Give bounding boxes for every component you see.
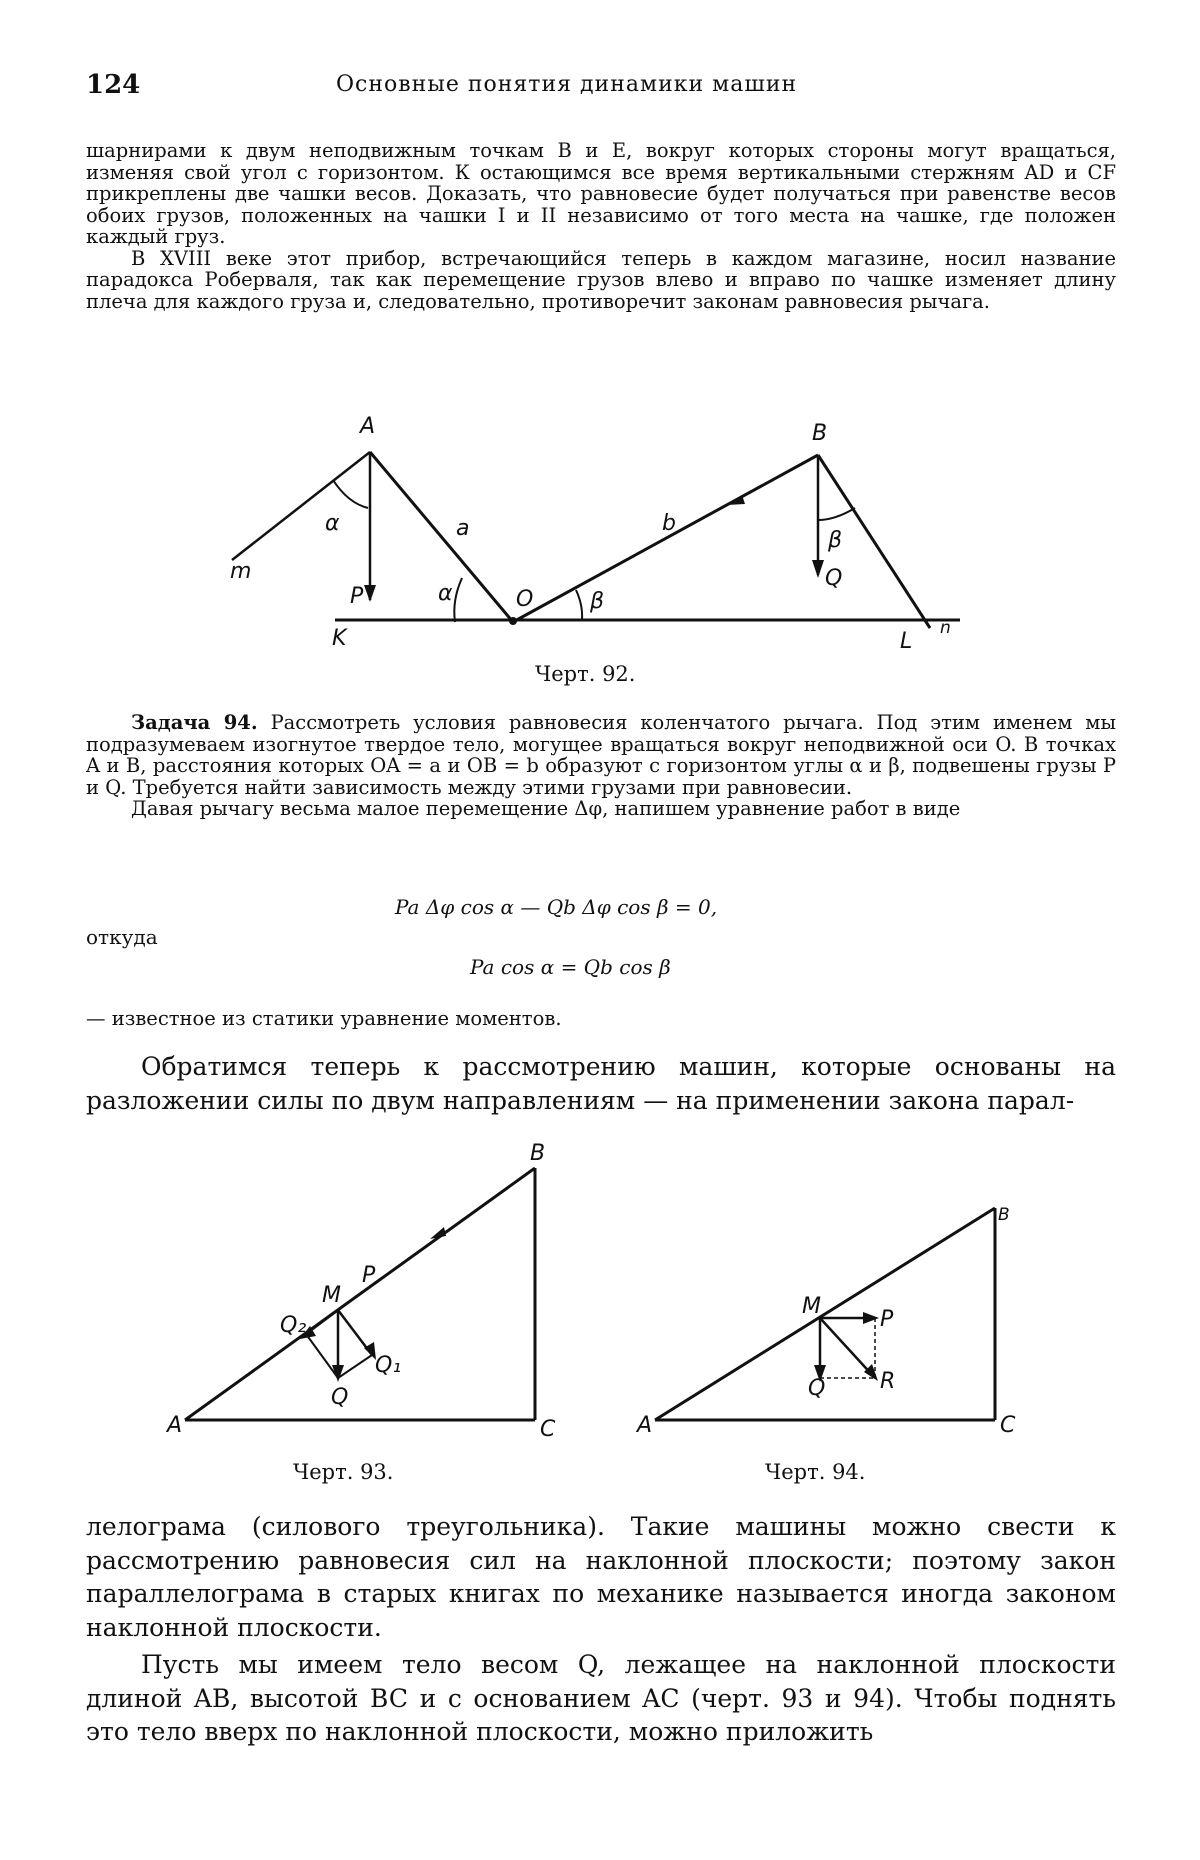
- label-alpha-bottom: α: [438, 581, 453, 606]
- paragraph-roberval: В XVIII веке этот прибор, встречающийся теперь в каждом магазине, носил название парадокса Роберваля, так как перемещение грузов влево и вправо по чашке изменяет длину плеча для каждого груза и, следовательно, противоречит законам равновесия рычага.: [86, 246, 1116, 313]
- paragraph-parallelogram: [86, 1510, 1116, 1644]
- word-whence: откуда: [86, 925, 158, 949]
- label-q-force: Q: [331, 1385, 349, 1410]
- label-weight-q: Q: [825, 566, 843, 591]
- caption-figure-93: Черт. 93.: [293, 1460, 394, 1484]
- label-a-point: A: [637, 1413, 653, 1438]
- label-b-point: B: [530, 1141, 546, 1166]
- label-m-point: M: [322, 1283, 341, 1308]
- task-94-label: Задача 94.: [131, 711, 258, 734]
- caption-figure-92: Черт. 92.: [535, 662, 636, 686]
- label-b-point: B: [998, 1205, 1010, 1225]
- label-q-force: Q: [808, 1376, 826, 1401]
- label-p-force: P: [362, 1263, 376, 1288]
- formula-work: Pa Δφ cos α — Qb Δφ cos β = 0,: [395, 895, 718, 919]
- paragraph-text: лелограма (силового треугольника). Такие машины можно свести к рассмотрению равновесия сил на наклонной плоскости; поэтому закон параллелограма в старых книгах по механике называется иногда законом наклонной плоскости.: [86, 1512, 1116, 1642]
- force-r-vector: [820, 1318, 875, 1378]
- label-a-point: A: [360, 414, 376, 439]
- label-beta-top: β: [828, 528, 843, 553]
- paragraph-text: Пусть мы имеем тело весом Q, лежащее на наклонной плоскости длиной AB, высотой BC и с основанием AC (черт. 93 и 94). Чтобы поднять это тело вверх по наклонной плоскости, можно приложить: [86, 1650, 1116, 1746]
- formula-moments: Pa cos α = Qb cos β: [470, 955, 671, 979]
- caption-figure-94: Черт. 94.: [765, 1460, 866, 1484]
- arrowhead-p: [863, 1312, 879, 1324]
- paragraph-inclined-plane: [86, 1648, 1116, 1749]
- label-q2-force: Q₂: [280, 1313, 307, 1338]
- label-o-point: O: [516, 587, 534, 612]
- label-c-point: C: [540, 1417, 556, 1442]
- label-beta-bottom: β: [590, 589, 605, 614]
- label-m-point: M: [802, 1294, 821, 1319]
- label-arm-a: a: [456, 516, 470, 541]
- label-r-force: R: [880, 1369, 896, 1394]
- label-b-point: B: [812, 421, 828, 446]
- label-q1-force: Q₁: [375, 1353, 402, 1378]
- label-weight-p: P: [350, 584, 364, 609]
- label-a-point: A: [167, 1413, 183, 1438]
- paragraph-text: Обратимся теперь к рассмотрению машин, которые основаны на разложении силы по двум направлениям — на применении закона парал-: [86, 1052, 1116, 1115]
- label-l-point: L: [900, 629, 913, 654]
- paragraph-text: шарнирами к двум неподвижным точкам B и E, вокруг которых стороны могут вращаться, изменяя свой угол с горизонтом. К остающимся все время вертикальными стержням AD и CF прикреплены две чашки весов. Доказать, что равновесие будет получаться при равенстве весов обоих грузов, положенных на чашки I и II независимо от того места на чашке, где положен каждый груз.: [86, 139, 1116, 248]
- label-c-point: C: [1000, 1413, 1016, 1438]
- label-arm-b: b: [662, 511, 676, 536]
- task-94-text: Рассмотреть условия равновесия коленчатого рычага. Под этим именем мы подразумеваем изогнутое твердое тело, могущее вращаться вокруг неподвижной оси O. В точках A и B, расстояния которых OA = a и OB = b образуют с горизонтом углы α и β, подвешены грузы P и Q. Требуется найти зависимость между этими грузами при равновесии.: [86, 711, 1116, 799]
- chapter-title: Основные понятия динамики машин: [336, 72, 798, 97]
- conclusion-text: — известное из статики уравнение моментов.: [86, 1007, 562, 1030]
- label-m-point: m: [230, 559, 252, 584]
- label-n-point: n: [940, 618, 951, 638]
- page-number: 124: [86, 70, 141, 100]
- task-94-work-equation-intro: Давая рычагу весьма малое перемещение Δφ, напишем уравнение работ в виде: [131, 797, 961, 820]
- label-alpha-top: α: [325, 511, 340, 536]
- label-p-force: P: [880, 1307, 894, 1332]
- label-k-point: K: [332, 626, 347, 651]
